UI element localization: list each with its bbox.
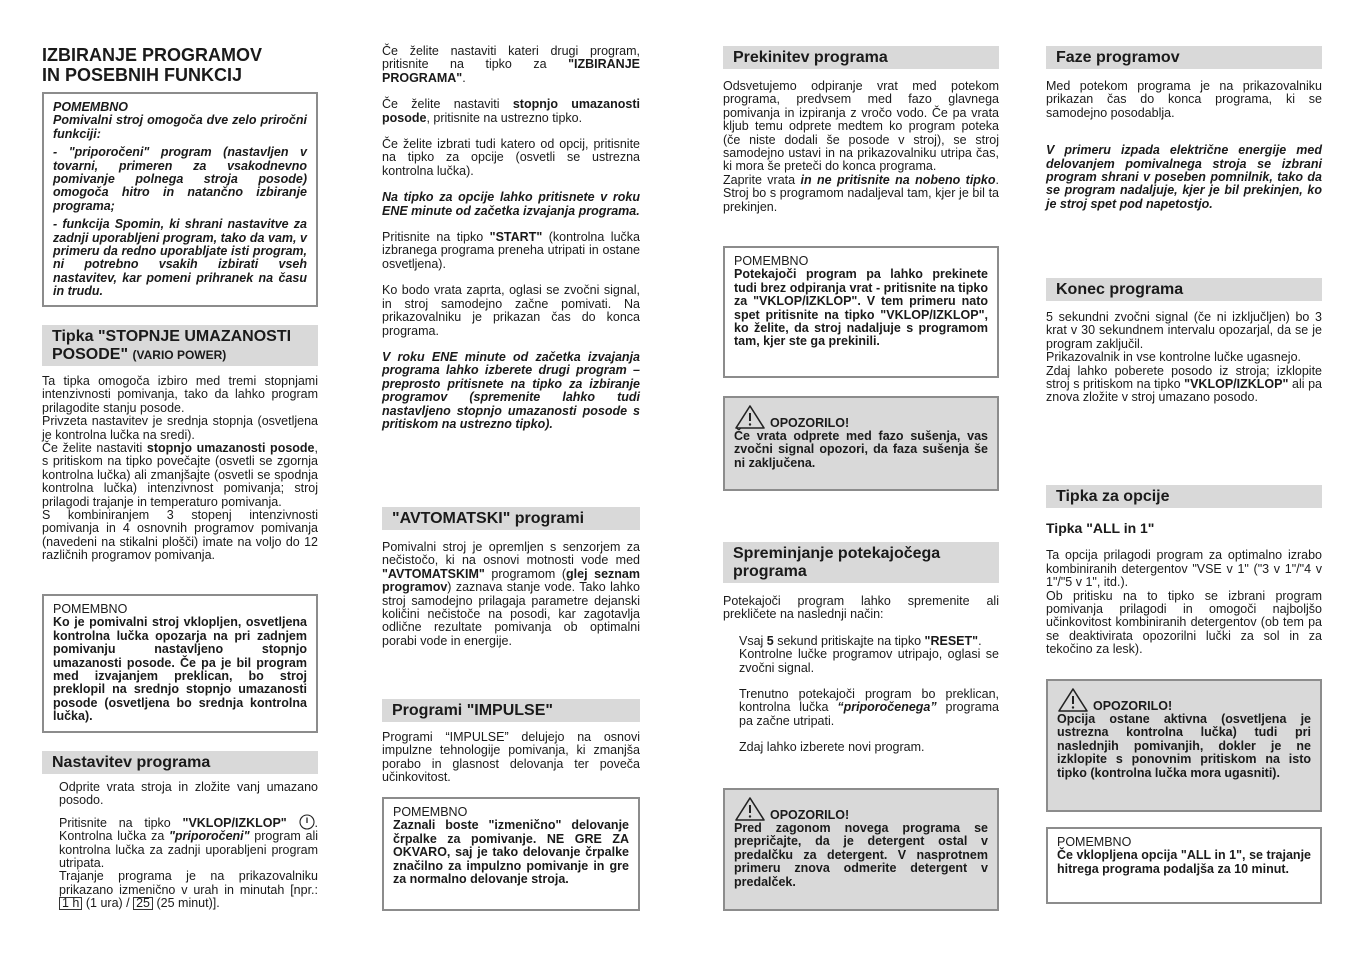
important-box-soil-level: POMEMBNO Ko je pomivalni stroj vklopljen, osvetljena kontrolna lučka opozarja na pri zadnjem pomivanju nastavljeno stopnjo umazanosti posode. Če pa je bil program med izvajanjem preklican, bo stroj preklopil na srednjo stopnjo umazanosti posode (osvetljena bo srednja kontrolna lučka).: [42, 594, 318, 733]
section-header-end: Konec programa: [1046, 278, 1322, 301]
important-box-head: POMEMBNO: [53, 100, 128, 114]
important-box-head: POMEMBNO: [1057, 835, 1132, 849]
section-header-interruption: Prekinitev programa: [723, 46, 999, 69]
warning-box-detergent: OPOZORILO! Pred zagonom novega programa se prepričajte, da je detergent ostal v predalčku za detergent. V nasprotnem primeru znova odmerite detergent v predalček.: [723, 788, 999, 911]
important-box-functions: [42, 92, 318, 307]
section-header-options: Tipka za opcije: [1046, 485, 1322, 508]
important-box-memory: - funkcija Spomin, ki shrani nastavitve za zadnji uporabljeni program, tako da vam, v primeru da redno uporabljate isti program, ni potrebno vsakih izbirati vseh nastavitev, kar pomeni prihranek na času in trudu.: [53, 217, 307, 299]
section-header-program-setting: Nastavitev programa: [42, 751, 318, 774]
end-program-text: 5 sekundni zvočni signal (če ni izključljen) bo 3 krat v 30 sekundnem intervalu opozarjal, da se je program zaključil. Prikazovalnik in vse kontrolne lučke ugasnejo. Zdaj lahko poberete posodo iz stroja; izklopite stroj s pritiskom na tipko "VKLOP/IZKLOP" ali pa znova zložite v stroj umazano posodo.: [1046, 310, 1322, 405]
change-program-text: Potekajoči program lahko spremenite ali prekličete na naslednji način: Vsaj 5 sekund pritiskajte na tipko "RESET". Kontrolne lučke programov utripajo, oglasi se zvočni signal. Trenutno potekajoči program bo preklican, kontrolna lučka “priporočenega” programa pa začne utripati. Zdaj lahko izberete novi program.: [723, 594, 999, 755]
program-setting-text: Odprite vrata stroja in zložite vanj umazano posodo. Pritisnite na tipko "VKLOP/IZKLOP" . Kontrolna lučka za "priporočeni" program ali kontrolna lučka za zadnji uporabljeni program utripata. Trajanje programa je na prikazovalniku prikazano izmenično v urah in minutah [npr.: 1 h (1 ura) / 25 (25 minut)].: [59, 780, 319, 911]
phases-text: Med potekom programa je na prikazovalniku prikazan čas do konca programa, ki se samodejno posodablja. V primeru izpada električne energije med delovanjem pomivalnega stroja se izbrani program shrani v poseben pomnilnik, tako da se program nadaljuje, kjer je bil prekinjen, ko je stroj spet pod napetostjo.: [1046, 79, 1322, 211]
warning-icon: [734, 796, 766, 822]
warning-box-drying: OPOZORILO! Če vrata odprete med fazo sušenja, vas zvočni signal opozori, da faza sušenja še ni zaključena.: [723, 396, 999, 491]
display-hours-box: 1 h: [59, 897, 82, 910]
section-header-auto-programs: "AVTOMATSKI" programi: [382, 507, 640, 530]
options-text: Tipka "ALL in 1" Ta opcija prilagodi program za optimalno izrabo kombiniranih detergentov "VSE v 1" ("3 v 1"/"4 v 1"/"5 v 1", itd.). Ob pritisku na to tipko se izbrani program pomivanja prilagodi in omogoči najboljšo učinkovitost kombiniranih detergentov (ob tem pa se deaktivirata opozorilni lučki za sol in za tekočino za lesk).: [1046, 520, 1322, 657]
section-header-vario: Tipka "STOPNJE UMAZANOSTI POSODE" (VARIO POWER): [42, 325, 318, 366]
important-box-all-in-1: POMEMBNO Če vklopljena opcija "ALL in 1", se trajanje hitrega programa podaljša za 10 minut.: [1046, 827, 1322, 904]
important-box-impulse: POMEMBNO Zaznali boste "izmenično" delovanje črpalke za pomivanje. NE GRE ZA OKVARO, saj je tako delovanje črpalke značilno za impulzno pomivanje in gre za normalno delovanje stroja.: [382, 797, 640, 911]
important-box-head: POMEMBNO: [53, 602, 128, 616]
options-subtitle: Tipka "ALL in 1": [1046, 520, 1155, 536]
impulse-text: Programi “IMPULSE” delujejo na osnovi impulzne tehnologije pomivanja, ki zmanjša porabo in glasnost delovanja ter poveča učinkovitost.: [382, 730, 640, 785]
section-header-phases: Faze programov: [1046, 46, 1322, 69]
section-header-impulse: Programi "IMPULSE": [382, 699, 640, 722]
important-box-recommended: - "priporočeni" program (nastavljen v tovarni, primeren za vsakodnevno pomivanje polnega stroja posode) omogoča hitro in natančno izbiranje programa;: [53, 145, 307, 213]
warning-box-option-active: OPOZORILO! Opcija ostane aktivna (osvetljena je ustrezna kontrolna lučka) tudi pri naslednjih pomivanjih, dokler je ne izklopite s ponovnim pritiskom na isto tipko (kontrolna lučka mora ugasniti).: [1046, 679, 1322, 812]
display-minutes-box: 25: [133, 897, 153, 910]
important-box-interruption: POMEMBNO Potekajoči program pa lahko prekinete tudi brez odpiranja vrat - pritisnite na tipko za "VKLOP/IZKLOP". V tem primeru nato spet pritisnite na tipko "VKLOP/IZKLOP", ko želite, da stroj nadaljuje s programom tam, kjer ste ga prekinili.: [723, 246, 999, 378]
vario-text: Ta tipka omogoča izbiro med tremi stopnjami intenzivnosti pomivanja, tako da lahko program prilagodite stanju posode. Privzeta nastavitev je srednja stopnja (osvetljena je kontrolna lučka na sredi). Če želite nastaviti stopnjo umazanosti posode, s pritiskom na tipko povečajte (osvetli se zgornja kontrolna lučka) ali zmanjšajte (osvetli se spodnja kontrolna lučka) intenzivnost pomivanja; stroj prilagodi trajanje in temperaturo pomivanja. S kombiniranjem 3 stopenj intenzivnosti pomivanja in 4 osnovnih programov pomivanja (navedeni na stikalni plošči) imate na voljo do 12 različnih programov pomivanja.: [42, 374, 318, 563]
important-box-head: POMEMBNO: [393, 805, 468, 819]
power-icon: [299, 814, 315, 830]
section-header-change-program: Spreminjanje potekajočega programa: [723, 542, 999, 583]
interruption-text: Odsvetujemo odpiranje vrat med potekom programa, predvsem med fazo glavnega pomivanja in izpiranja z vročo vodo. Če pa vrata kljub temu odprete medtem ko program poteka (če niste dodali še posode v stroj), se stroj samodejno ustavi in na prikazovalniku utripa čas, ki mora še preteči do konca programa. Zaprite vrata in ne pritisnite na nobeno tipko. Stroj bo s programom nadaljeval tam, kjer je bil ta prekinjen.: [723, 79, 999, 214]
warning-icon: [1057, 687, 1089, 713]
important-box-intro: Pomivalni stroj omogoča dve zelo priročni funkciji:: [53, 113, 307, 141]
warning-icon: [734, 404, 766, 430]
auto-programs-text: Pomivalni stroj je opremljen s senzorjem za nečistočo, ki na osnovi motnosti vode med "AVTOMATSKIM" programom (glej seznam programov) zaznava stanje vode. Tako lahko stroj samodejno prilagaja parametre dejanski količini nečistoče na posodi, kar zagotavlja odlične rezultate pomivanja ob optimalni porabi vode in energije.: [382, 540, 640, 648]
program-selection-text: Če želite nastaviti kateri drugi program, pritisnite na tipko za "IZBIRANJE PROGRAMA". Če želite nastaviti stopnjo umazanosti posode, pritisnite na ustrezno tipko. Če želite izbrati tudi katero od opcij, pritisnite na tipko za opcije (osvetli se ustrezna kontrolna lučka). Na tipko za opcije lahko pritisnete v roku ENE minute od začetka izvajanja programa. Pritisnite na tipko "START" (kontrolna lučka izbranega programa preneha utripati in ostane osvetljena). Ko bodo vrata zaprta, oglasi se zvočni signal, in stroj samodejno začne pomivati. Na prikazovalniku je prikazan čas do konca programa. V roku ENE minute od začetka izvajanja programa lahko izberete drugi program – preprosto pritisnete na tipko za izbiranje programov (spremenite lahko tudi nastavljeno stopnjo umazanosti posode s pritiskom na ustrezno tipko).: [382, 44, 640, 431]
important-box-head: POMEMBNO: [734, 254, 809, 268]
page-title: IZBIRANJE PROGRAMOV IN POSEBNIH FUNKCIJ: [42, 45, 263, 85]
